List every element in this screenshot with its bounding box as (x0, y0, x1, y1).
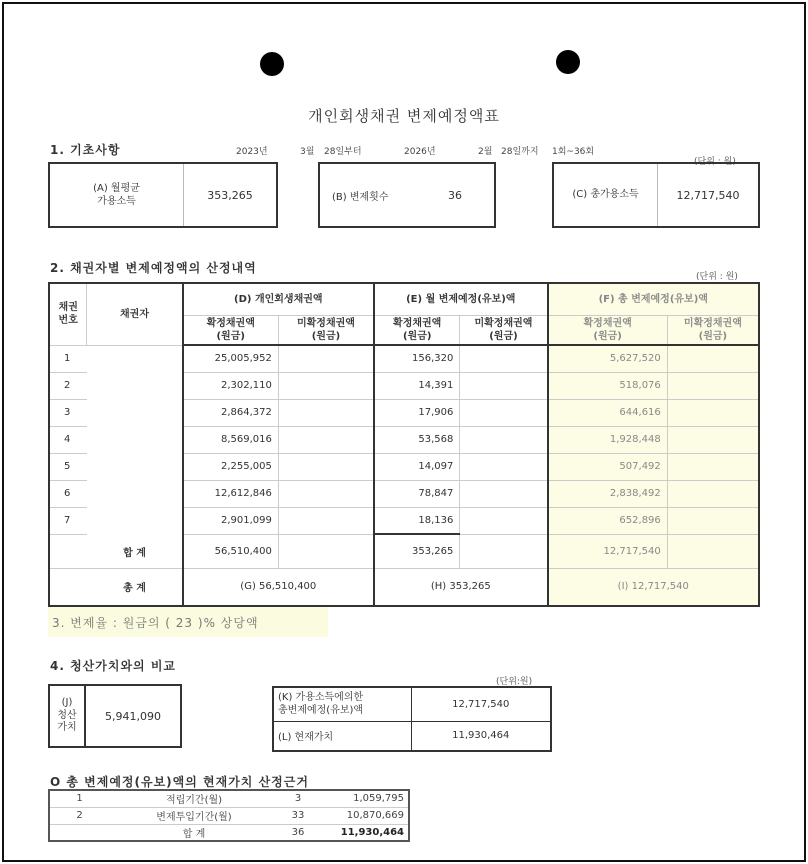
unit-label: (단위 : 원) (696, 272, 738, 282)
table-row (49, 372, 759, 399)
row-e-confirmed: 53,568 (374, 426, 460, 453)
row-no: 4 (49, 426, 87, 453)
table-row (49, 480, 759, 507)
unit-label: (단위:원) (496, 677, 533, 687)
redaction-dot (260, 52, 284, 76)
row-f-unconfirmed (667, 426, 759, 453)
row-no: 6 (49, 480, 87, 507)
pv-row (49, 807, 409, 824)
box-a-monthly-income (48, 162, 278, 228)
repayment-rate: 3. 변제율 : 원금의 ( 23 )% 상당액 (48, 607, 328, 637)
section5-heading: O 총 변제예정(유보)액의 현재가치 산정근거 (50, 775, 309, 789)
row-f-confirmed: 2,838,492 (548, 480, 668, 507)
row-f-confirmed: 5,627,520 (548, 345, 668, 372)
box-j-value: 5,941,090 (105, 709, 161, 723)
row-creditor (87, 426, 183, 453)
header-e-confirmed: 확정채권액 (원금) (374, 315, 460, 345)
table-row (49, 507, 759, 534)
header-d: (D) 개인회생채권액 (183, 283, 375, 315)
row-no: 3 (49, 399, 87, 426)
row-creditor (87, 480, 183, 507)
row-e-confirmed: 78,847 (374, 480, 460, 507)
subtotal-d-confirmed: 56,510,400 (183, 534, 279, 568)
box-c-value: 12,717,540 (676, 188, 740, 202)
section2-heading: 2. 채권자별 변제예정액의 산정내역 (50, 261, 257, 275)
row-e-unconfirmed (460, 345, 548, 372)
pv-label: 변제투입기간(월) (109, 807, 279, 824)
box-a-label-line2: 가용소득 (97, 196, 136, 207)
table-row (49, 426, 759, 453)
present-value-table (48, 789, 410, 842)
period-start-month: 3월 (300, 147, 315, 157)
pv-no: 2 (49, 807, 109, 824)
redaction-dot (556, 50, 580, 74)
subtotal-d-unconfirmed (278, 534, 374, 568)
row-d-unconfirmed (278, 399, 374, 426)
header-creditor-no: 채권 번호 (49, 283, 87, 345)
box-j-label-line1: (J) (61, 697, 73, 709)
box-a-label (50, 164, 184, 226)
installments: 1회~36회 (552, 147, 595, 157)
row-e-unconfirmed (460, 399, 548, 426)
pv-label: 적립기간(월) (109, 790, 279, 807)
period-start-year: 2023년 (236, 147, 268, 157)
box-a-value: 353,265 (207, 188, 253, 202)
header-e: (E) 월 변제예정(유보)액 (374, 283, 548, 315)
row-creditor (87, 453, 183, 480)
header-f: (F) 총 변제예정(유보)액 (548, 283, 759, 315)
row-f-confirmed: 644,616 (548, 399, 668, 426)
comparison-row-k (273, 687, 551, 721)
row-e-confirmed: 18,136 (374, 507, 460, 534)
comparison-table (272, 686, 552, 752)
period-start-day: 28일부터 (324, 147, 362, 157)
row-d-unconfirmed (278, 480, 374, 507)
row-creditor (87, 372, 183, 399)
pv-total-no (49, 824, 109, 841)
row-e-confirmed: 14,391 (374, 372, 460, 399)
subtotal-label: 합 계 (87, 534, 183, 568)
pv-total-amount: 11,930,464 (317, 824, 409, 841)
row-creditor (87, 399, 183, 426)
pv-amount: 10,870,669 (317, 807, 409, 824)
row-e-confirmed: 14,097 (374, 453, 460, 480)
table-row (49, 399, 759, 426)
box-j-label-line2: 청산 (57, 709, 77, 721)
pv-months: 3 (279, 790, 317, 807)
row-d-unconfirmed (278, 345, 374, 372)
row-creditor (87, 507, 183, 534)
header-e-unconfirmed: 미확정채권액 (원금) (460, 315, 548, 345)
row-d-unconfirmed (278, 453, 374, 480)
pv-amount: 1,059,795 (317, 790, 409, 807)
row-f-unconfirmed (667, 453, 759, 480)
row-e-confirmed: 156,320 (374, 345, 460, 372)
row-f-unconfirmed (667, 345, 759, 372)
row-e-unconfirmed (460, 372, 548, 399)
total-g: (G) 56,510,400 (183, 568, 375, 606)
row-e-confirmed: 17,906 (374, 399, 460, 426)
row-d-unconfirmed (278, 426, 374, 453)
row-d-confirmed: 12,612,846 (183, 480, 279, 507)
pv-total-row (49, 824, 409, 841)
l-value: 11,930,464 (411, 721, 551, 751)
row-d-unconfirmed (278, 507, 374, 534)
row-f-confirmed: 652,896 (548, 507, 668, 534)
pv-total-label: 합 계 (109, 824, 279, 841)
box-a-label-line1: (A) 월평균 (93, 182, 140, 194)
row-d-confirmed: 2,864,372 (183, 399, 279, 426)
row-f-unconfirmed (667, 507, 759, 534)
row-f-confirmed: 518,076 (548, 372, 668, 399)
subtotal-row (49, 534, 759, 568)
box-b-value: 36 (448, 188, 462, 202)
box-c-total-income (552, 162, 760, 228)
row-f-confirmed: 1,928,448 (548, 426, 668, 453)
table-row (49, 345, 759, 372)
box-c-label: (C) 총가용소득 (554, 164, 658, 226)
header-f-unconfirmed: 미확정채권액 (원금) (667, 315, 759, 345)
subtotal-e-unconfirmed (460, 534, 548, 568)
row-f-unconfirmed (667, 480, 759, 507)
subtotal-f-unconfirmed (667, 534, 759, 568)
row-e-unconfirmed (460, 426, 548, 453)
section1-heading: 1. 기초사항 (50, 143, 121, 157)
header-creditor: 채권자 (87, 283, 183, 345)
box-j-label (50, 686, 86, 746)
pv-total-months: 36 (279, 824, 317, 841)
row-e-unconfirmed (460, 480, 548, 507)
row-f-confirmed: 507,492 (548, 453, 668, 480)
row-no: 1 (49, 345, 87, 372)
comparison-row-l (273, 721, 551, 751)
row-d-confirmed: 8,569,016 (183, 426, 279, 453)
pv-row (49, 790, 409, 807)
document-page (2, 2, 806, 862)
period-end-year: 2026년 (404, 147, 436, 157)
row-no: 7 (49, 507, 87, 534)
total-h: (H) 353,265 (374, 568, 548, 606)
pv-months: 33 (279, 807, 317, 824)
row-d-confirmed: 2,901,099 (183, 507, 279, 534)
box-b-installments (318, 162, 496, 228)
total-row (49, 568, 759, 606)
row-f-unconfirmed (667, 399, 759, 426)
box-j-label-line3: 가치 (57, 722, 77, 734)
subtotal-e-confirmed: 353,265 (374, 534, 460, 568)
box-j-liquidation-value (48, 684, 182, 748)
unit-label: (단위 : 원) (694, 157, 736, 167)
header-d-unconfirmed: 미확정채권액 (원금) (278, 315, 374, 345)
document-title: 개인회생채권 변제예정액표 (308, 107, 500, 125)
period-end-month: 2월 (478, 147, 493, 157)
row-d-confirmed: 25,005,952 (183, 345, 279, 372)
subtotal-f-confirmed: 12,717,540 (548, 534, 668, 568)
period-end-day: 28일까지 (501, 147, 539, 157)
row-d-unconfirmed (278, 372, 374, 399)
k-label: (K) 가용소득에의한 총변제예정(유보)액 (273, 687, 411, 721)
total-i: (I) 12,717,540 (548, 568, 759, 606)
k-value: 12,717,540 (411, 687, 551, 721)
section4-heading: 4. 청산가치와의 비교 (50, 659, 177, 673)
row-d-confirmed: 2,302,110 (183, 372, 279, 399)
row-no: 2 (49, 372, 87, 399)
row-f-unconfirmed (667, 372, 759, 399)
box-b-label: (B) 변제횟수 (332, 191, 389, 203)
total-no (49, 568, 87, 606)
pv-no: 1 (49, 790, 109, 807)
header-f-confirmed: 확정채권액 (원금) (548, 315, 668, 345)
row-no: 5 (49, 453, 87, 480)
header-d-confirmed: 확정채권액 (원금) (183, 315, 279, 345)
row-d-confirmed: 2,255,005 (183, 453, 279, 480)
row-creditor (87, 345, 183, 372)
row-e-unconfirmed (460, 453, 548, 480)
total-label: 총 계 (87, 568, 183, 606)
table-row (49, 453, 759, 480)
repayment-table (48, 282, 760, 607)
subtotal-no (49, 534, 87, 568)
l-label: (L) 현재가치 (273, 721, 411, 751)
row-e-unconfirmed (460, 507, 548, 534)
